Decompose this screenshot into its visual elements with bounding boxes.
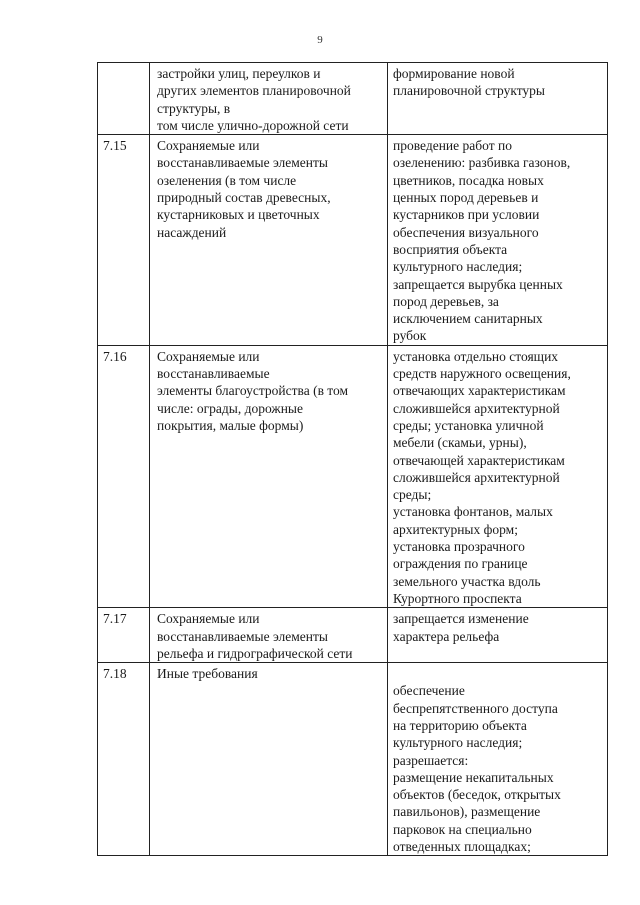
item-number-cell [98, 63, 150, 135]
requirement-line: озеленению: разбивка газонов, [393, 155, 571, 171]
element-line: природный состав древесных, [157, 190, 331, 206]
requirement-line: среды; [393, 487, 432, 503]
element-line: озеленения (в том числе [157, 172, 297, 188]
element-line: Сохраняемые или [157, 348, 260, 364]
item-number-cell [98, 608, 150, 663]
table-row [98, 608, 608, 663]
requirement-line: планировочной структуры [393, 83, 546, 99]
requirement-line: ограждения по границе [393, 556, 528, 572]
requirement-line: сложившейся архитектурной [393, 469, 560, 485]
requirement-line: запрещается вырубка ценных [393, 276, 563, 292]
table-row [98, 135, 608, 346]
element-line: других элементов планировочной [157, 83, 351, 99]
requirement-line: установка прозрачного [393, 539, 525, 555]
requirement-line: формирование новой [393, 66, 515, 81]
element-line: Сохраняемые или [157, 138, 260, 154]
requirement-line: кустарников при условии [393, 207, 540, 223]
item-number-cell [98, 345, 150, 607]
element-line: насаждений [157, 224, 227, 240]
element-cell [150, 608, 388, 663]
requirement-line: рубок [393, 328, 427, 344]
requirement-line: павильонов), размещение [393, 804, 541, 820]
element-line: числе: ограды, дорожные [157, 400, 303, 416]
requirement-line: цветников, посадка новых [393, 172, 544, 188]
requirement-line: исключением санитарных [393, 311, 543, 327]
requirement-line: отвечающей характеристикам [393, 452, 565, 468]
element-line: кустарниковых и цветочных [157, 207, 320, 223]
requirement-line: мебели (скамьи, урны), [393, 435, 527, 451]
element-line: элементы благоустройства (в том [157, 383, 349, 399]
requirement-line: культурного наследия; [393, 735, 523, 751]
requirement-line: объектов (беседок, открытых [393, 787, 561, 803]
requirement-line: отведенных площадках; [393, 839, 531, 855]
element-cell [150, 663, 388, 856]
requirement-line: земельного участка вдоль [393, 573, 541, 589]
requirement-line: разрешается: [393, 752, 469, 768]
requirement-line: запрещается изменение [393, 611, 529, 627]
requirement-line: обеспечения визуального [393, 224, 539, 240]
requirement-line: пород деревьев, за [393, 293, 499, 309]
requirement-line: Курортного проспекта [393, 590, 522, 606]
item-number: 7.17 [103, 611, 127, 627]
requirement-cell [388, 608, 608, 663]
requirement-line: характера рельефа [393, 628, 500, 644]
requirement-line: установка фонтанов, малых [393, 504, 553, 520]
requirement-line: отвечающих характеристикам [393, 383, 566, 399]
requirement-line: размещение некапитальных [393, 769, 554, 785]
element-line: структуры, в [157, 100, 231, 116]
requirement-line: сложившейся архитектурной [393, 400, 560, 416]
requirement-cell [388, 345, 608, 607]
requirement-line: культурного наследия; [393, 259, 523, 275]
requirement-line: парковок на специально [393, 821, 532, 837]
element-line: Иные требования [157, 666, 258, 682]
requirement-line: обеспечение [393, 683, 465, 699]
requirement-line: архитектурных форм; [393, 521, 518, 537]
element-line: том числе улично-дорожной сети [157, 117, 349, 133]
element-line: восстанавливаемые элементы [157, 628, 328, 644]
table-row [98, 663, 608, 856]
element-cell [150, 345, 388, 607]
item-number-cell [98, 663, 150, 856]
table-body [98, 63, 608, 856]
element-line: Сохраняемые или [157, 611, 260, 627]
requirement-line: проведение работ по [393, 138, 512, 154]
element-line: восстанавливаемые элементы [157, 155, 328, 171]
item-number: 7.16 [103, 348, 127, 364]
requirement-cell [388, 663, 608, 856]
requirement-line: средств наружного освещения, [393, 366, 571, 382]
requirement-line [393, 665, 604, 682]
element-line: рельефа и гидрографической сети [157, 645, 353, 661]
element-cell [150, 135, 388, 346]
element-line: застройки улиц, переулков и [157, 66, 321, 81]
item-number: 7.15 [103, 138, 127, 154]
element-cell [150, 63, 388, 135]
page-number: 9 [317, 34, 323, 46]
element-line: покрытия, малые формы) [157, 417, 304, 433]
requirement-cell [388, 63, 608, 135]
requirement-line: на территорию объекта [393, 717, 527, 733]
element-line: восстанавливаемые [157, 366, 270, 382]
table-row [98, 345, 608, 607]
requirement-line: установка отдельно стоящих [393, 348, 559, 364]
regulations-table [97, 62, 608, 856]
requirement-line: среды; установка уличной [393, 417, 544, 433]
item-number-cell [98, 135, 150, 346]
item-number: 7.18 [103, 666, 127, 682]
requirement-line: беспрепятственного доступа [393, 700, 558, 716]
requirement-line: ценных пород деревьев и [393, 190, 539, 206]
requirement-cell [388, 135, 608, 346]
table-row [98, 63, 608, 135]
requirement-line: восприятия объекта [393, 241, 508, 257]
